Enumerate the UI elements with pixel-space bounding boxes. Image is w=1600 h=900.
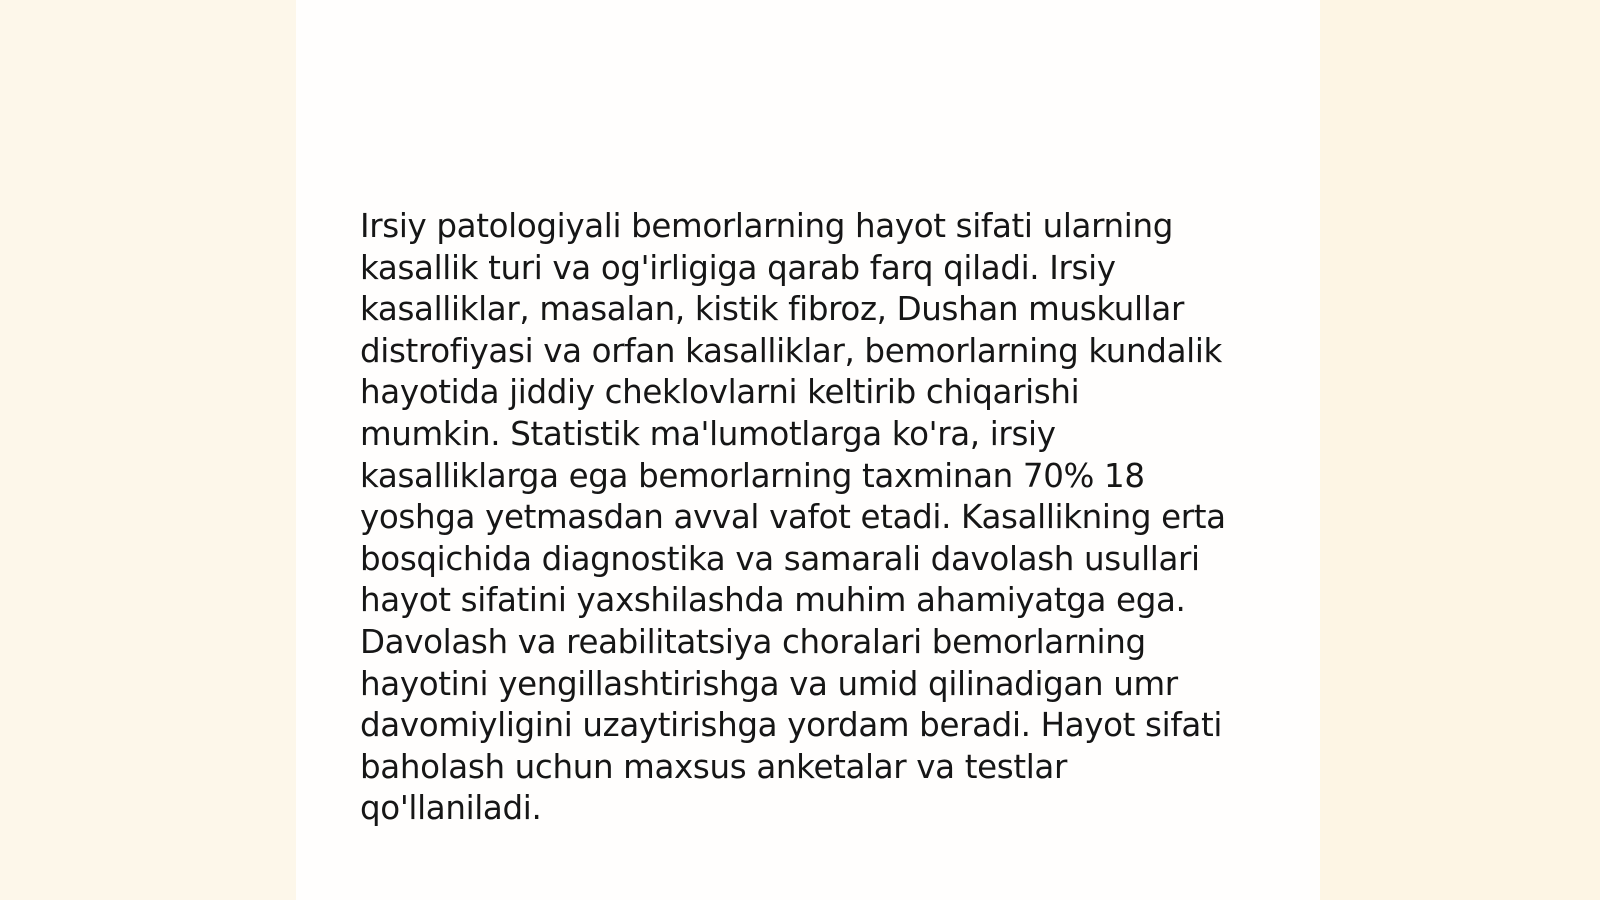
left-margin bbox=[0, 0, 296, 900]
document-page bbox=[296, 0, 1320, 900]
right-margin bbox=[1320, 0, 1600, 900]
body-paragraph: Irsiy patologiyali bemorlarning hayot sifati ularning kasallik turi va og'irligiga qarab farq qiladi. Irsiy kasalliklar, masalan, kistik fibroz, Dushan muskullar distrofiyasi va orfan kasalliklar, bemorlarning kundalik hayotida jiddiy cheklovlarni keltirib chiqarishi mumkin. Statistik ma'lumotlarga ko'ra, irsiy kasalliklarga ega bemorlarning taxminan 70% 18 yoshga yetmasdan avval vafot etadi. Kasallikning erta bosqichida diagnostika va samarali davolash usullari hayot sifatini yaxshilashda muhim ahamiyatga ega. Davolash va reabilitatsiya choralari bemorlarning hayotini yengillashtirishga va umid qilinadigan umr davomiyligini uzaytirishga yordam beradi. Hayot sifati baholash uchun maxsus anketalar va testlar qo'llaniladi. bbox=[360, 207, 1226, 828]
